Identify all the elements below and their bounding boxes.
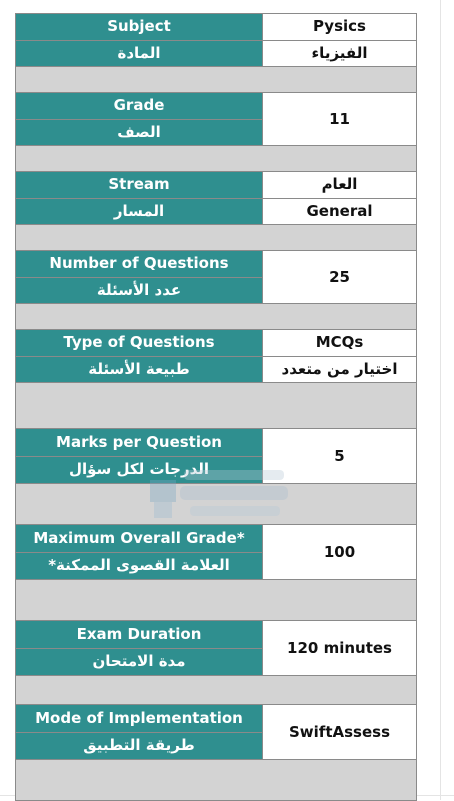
spacer-row — [16, 304, 416, 330]
label-duration-en: Exam Duration — [16, 621, 262, 648]
spacer-row — [16, 225, 416, 251]
value-type-ar: اختيار من متعدد — [263, 356, 416, 383]
label-subject-ar: المادة — [16, 40, 262, 67]
value-stream-ar: العام — [263, 172, 416, 198]
label-marks-ar: الدرجات لكل سؤال — [16, 456, 262, 484]
value-stream-en: General — [263, 198, 416, 225]
row-type-of-questions — [16, 330, 416, 383]
value-mode: SwiftAssess — [263, 705, 416, 759]
row-subject — [16, 14, 416, 67]
label-stream-en: Stream — [16, 172, 262, 198]
label-type-ar: طبيعة الأسئلة — [16, 356, 262, 383]
label-questions-en: Number of Questions — [16, 251, 262, 277]
spacer-row — [16, 484, 416, 525]
row-marks-per-question — [16, 429, 416, 484]
value-subject-ar: الفيزياء — [263, 40, 416, 67]
exam-info-table — [15, 13, 417, 801]
value-grade: 11 — [263, 93, 416, 145]
row-maximum-overall-grade — [16, 525, 416, 580]
label-duration-ar: مدة الامتحان — [16, 648, 262, 676]
sheet-gridline-right — [440, 0, 441, 800]
value-marks: 5 — [263, 429, 416, 483]
label-questions-ar: عدد الأسئلة — [16, 277, 262, 304]
row-mode-of-implementation — [16, 705, 416, 760]
value-maxgrade: 100 — [263, 525, 416, 579]
spacer-row — [16, 676, 416, 705]
spacer-row — [16, 146, 416, 172]
label-maxgrade-ar: العلامة القصوى الممكنة* — [16, 552, 262, 580]
spacer-row — [16, 383, 416, 429]
label-grade-en: Grade — [16, 93, 262, 119]
row-stream — [16, 172, 416, 225]
label-marks-en: Marks per Question — [16, 429, 262, 456]
label-grade-ar: الصف — [16, 119, 262, 146]
value-questions: 25 — [263, 251, 416, 303]
row-number-of-questions — [16, 251, 416, 304]
label-mode-ar: طريقة التطبيق — [16, 732, 262, 760]
label-subject-en: Subject — [16, 14, 262, 40]
value-subject-en: Pysics — [263, 14, 416, 40]
label-maxgrade-en: Maximum Overall Grade* — [16, 525, 262, 552]
spacer-row — [16, 67, 416, 93]
row-grade — [16, 93, 416, 146]
label-type-en: Type of Questions — [16, 330, 262, 356]
value-duration: 120 minutes — [263, 621, 416, 675]
spacer-row — [16, 580, 416, 621]
label-mode-en: Mode of Implementation — [16, 705, 262, 732]
row-exam-duration — [16, 621, 416, 676]
value-type-en: MCQs — [263, 330, 416, 356]
label-stream-ar: المسار — [16, 198, 262, 225]
spacer-row — [16, 760, 416, 801]
